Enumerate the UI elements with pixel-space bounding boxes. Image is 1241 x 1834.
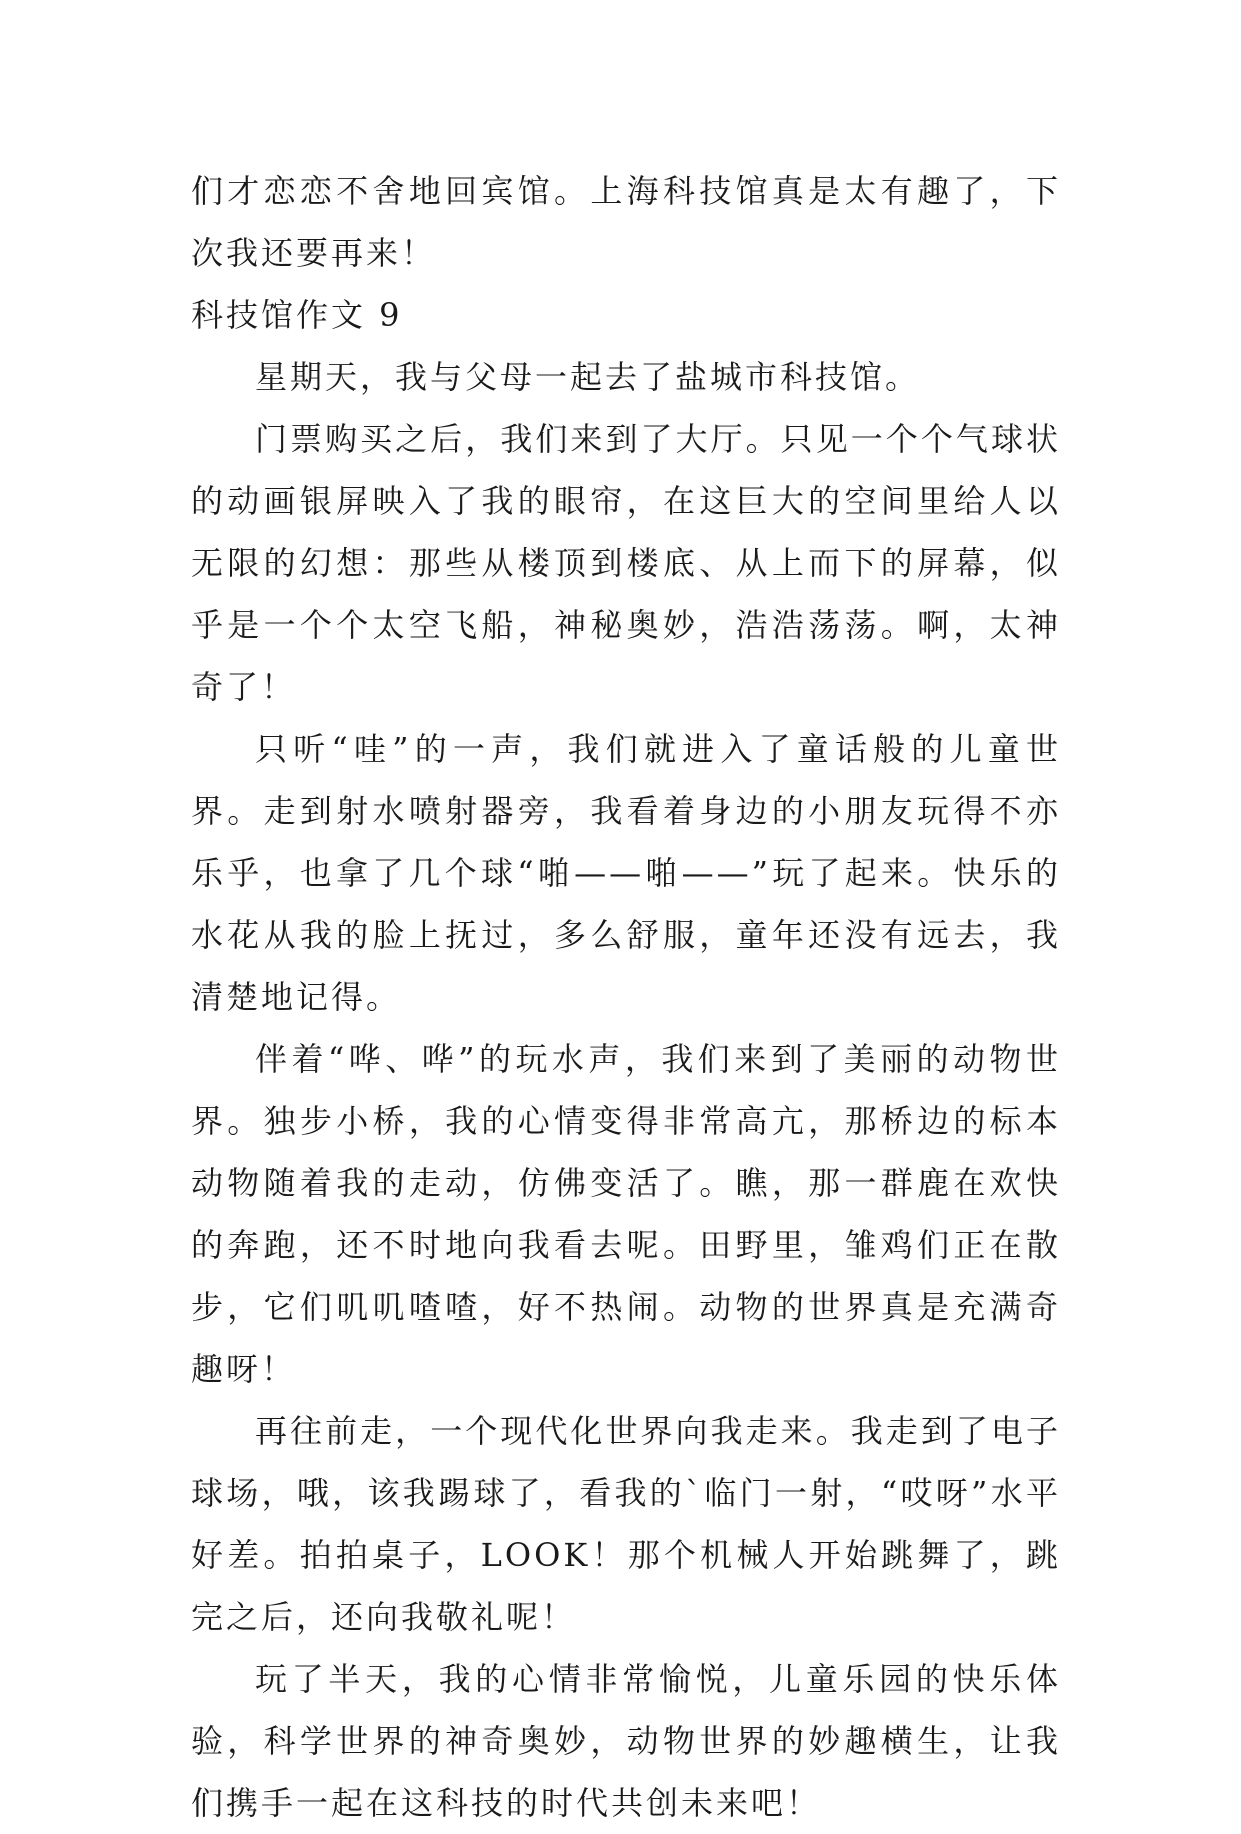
paragraph-1: 星期天，我与父母一起去了盐城市科技馆。: [255, 358, 921, 396]
paragraph-6: 玩了半天，我的心情非常愉悦，儿童乐园的快乐体验，科学世界的神奇奥妙，动物世界的妙趣横生，让我们携手一起在这科技的时代共创未来吧！: [191, 1660, 1061, 1822]
paragraph-2: 门票购买之后，我们来到了大厅。只见一个个气球状的动画银屏映入了我的眼帘，在这巨大的空间里给人以无限的幻想：那些从楼顶到楼底、从上而下的屏幕，似乎是一个个太空飞船，神秘奥妙，浩浩荡荡。啊，太神奇了！: [191, 420, 1061, 706]
paragraph-5: 再往前走，一个现代化世界向我走来。我走到了电子球场，哦，该我踢球了，看我的`临门一射，“哎呀”水平好差。拍拍桌子，LOOK！那个机械人开始跳舞了，跳完之后，还向我敬礼呢！: [191, 1412, 1061, 1636]
paragraph-3: 只听“哇”的一声，我们就进入了童话般的儿童世界。走到射水喷射器旁，我看着身边的小朋友玩得不亦乐乎，也拿了几个球“啪——啪——”玩了起来。快乐的水花从我的脸上抚过，多么舒服，童年还没有远去，我清楚地记得。: [191, 730, 1061, 1016]
paragraph-4: 伴着“哗、哗”的玩水声，我们来到了美丽的动物世界。独步小桥，我的心情变得非常高亢，那桥边的标本动物随着我的走动，仿佛变活了。瞧，那一群鹿在欢快的奔跑，还不时地向我看去呢。田野里，雏鸡们正在散步，它们叽叽喳喳，好不热闹。动物的世界真是充满奇趣呀！: [191, 1040, 1061, 1388]
continuation-paragraph: 们才恋恋不舍地回宾馆。上海科技馆真是太有趣了，下次我还要再来！: [191, 172, 1061, 272]
document-page: [191, 160, 1061, 1834]
essay-heading: 科技馆作文 9: [191, 296, 403, 334]
